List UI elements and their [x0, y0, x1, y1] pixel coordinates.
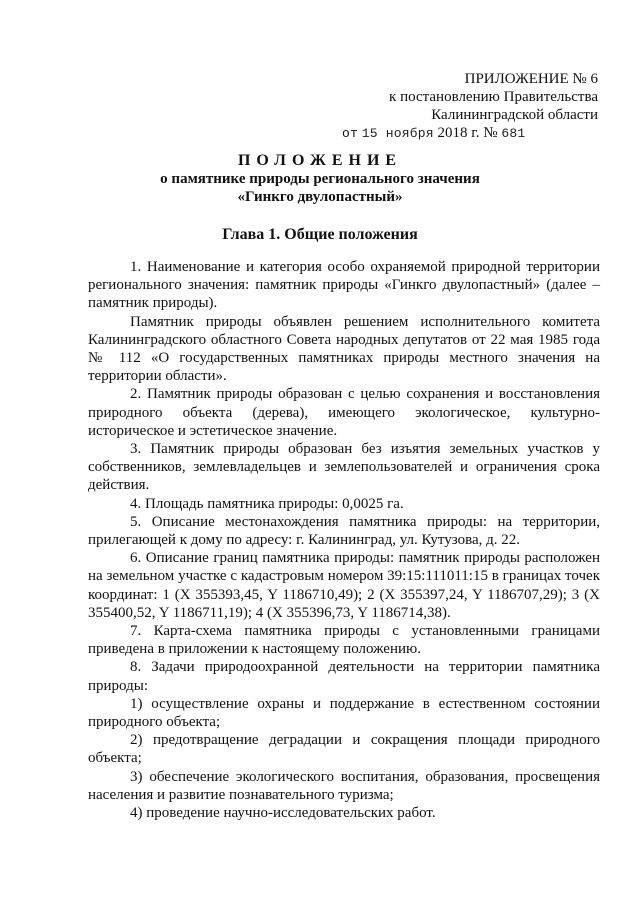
paragraph: 2. Памятник природы образован с целью сохранения и восстановления природного объекта (дерева), имеющего экологическое, культурно-историческое и эстетическое значение.: [88, 386, 600, 439]
appendix-line-2: к постановлению Правительства: [389, 89, 598, 105]
document-subtitle-2: «Гинкго двулопастный»: [237, 189, 403, 205]
date-prefix: от: [342, 126, 359, 141]
paragraph: 5. Описание местонахождения памятника природы: на территории, прилегающей к дому по адресу: г. Калининград, ул. Кутузова, д. 22.: [88, 513, 600, 549]
appendix-date-line: [298, 124, 598, 143]
paragraph: 6. Описание границ памятника природы: памятник природы расположен на земельном участке с кадастровым номером 39:15:111011:15 в границах точек координат: 1 (X 355393,45, Y 1186710,49); 2 (X 355397,24, Y 1186707,29); 3 (X 355400,52, Y 1186711,19); 4 (X 355396,73, Y 1186714,38).: [88, 550, 600, 621]
paragraph: 7. Карта-схема памятника природы с установленными границами приведена в приложении к настоящему положению.: [88, 623, 600, 658]
appendix-line-1: ПРИЛОЖЕНИЕ № 6: [464, 71, 598, 87]
year-number-label: 2018 г. №: [437, 125, 498, 141]
paragraph: 3. Памятник природы образован без изъятия земельных участков у собственников, землевладельцев и землепользователей и ограничения срока действия.: [88, 441, 600, 494]
document-body: [88, 258, 600, 822]
paragraph: 1) осуществление охраны и поддержание в естественном состоянии природного объекта;: [88, 695, 600, 731]
paragraph: 4. Площадь памятника природы: 0,0025 га.: [130, 495, 404, 512]
paragraph: 4) проведение научно-исследовательских работ.: [130, 805, 436, 822]
appendix-line-3: Калининградской области: [431, 107, 598, 123]
paragraph: 1. Наименование и категория особо охраняемой природной территории регионального значения: памятник природы «Гинкго двулопастный» (далее – памятник природы).: [88, 259, 600, 312]
document-subtitle-1: о памятнике природы регионального значения: [160, 171, 480, 187]
paragraph: 3) обеспечение экологического воспитания, образования, просвещения населения и развитие познавательного туризма;: [88, 768, 600, 803]
chapter-heading: Глава 1. Общие положения: [222, 226, 418, 243]
document-title: ПОЛОЖЕНИЕ: [237, 152, 403, 169]
paragraph: 2) предотвращение деградации и сокращения площади природного объекта;: [88, 732, 600, 767]
paragraph: Памятник природы объявлен решением исполнительного комитета Калининградского областного Совета народных депутатов от 22 мая 1985 года № 112 «О государственных памятниках природы местного значения на территории области».: [88, 313, 600, 385]
date-value: 15 ноября: [361, 126, 434, 141]
decree-number: 681: [501, 126, 526, 141]
paragraph: 8. Задачи природоохранной деятельности на территории памятника природы:: [88, 659, 600, 694]
appendix-header: [298, 70, 598, 143]
